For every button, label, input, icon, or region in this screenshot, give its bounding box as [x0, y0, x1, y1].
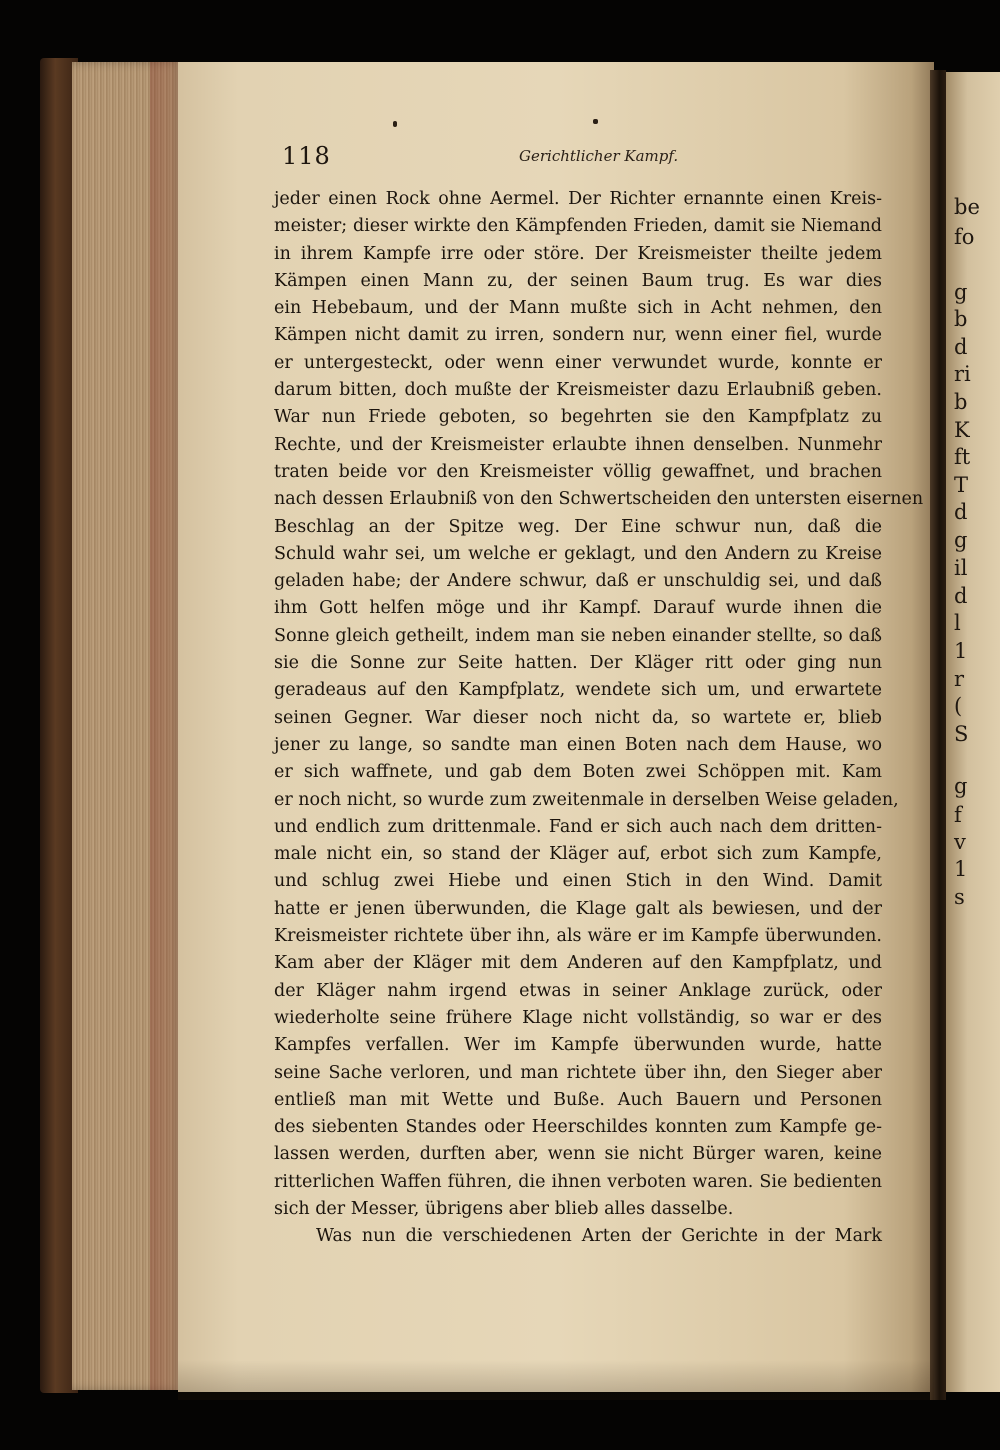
facing-page-fragment: g	[954, 774, 968, 798]
running-head: Gerichtlicher Kampf.	[519, 147, 679, 165]
facing-page-fragment: d	[954, 500, 968, 524]
facing-page-fragment: b	[954, 307, 968, 331]
text-line: er noch nicht, so wurde zum zweitenmale in derselben Weise geladen,	[274, 789, 899, 810]
text-line: wiederholte seine frühere Klage nicht vollständig, so war er des	[274, 1007, 882, 1028]
paragraph-first-line: Was nun die verschiedenen Arten der Gerichte in der Mark	[316, 1226, 882, 1247]
text-line: ihm Gott helfen möge und ihr Kampf. Darauf wurde ihnen die	[274, 598, 882, 619]
ink-speck	[593, 119, 598, 124]
text-line: entließ man mit Wette und Buße. Auch Bauern und Personen	[274, 1089, 882, 1110]
text-line: darum bitten, doch mußte der Kreismeister dazu Erlaubniß geben.	[274, 380, 882, 401]
text-line: hatte er jenen überwunden, die Klage galt als bewiesen, und der	[274, 898, 882, 919]
text-line: des siebenten Standes oder Heerschildes konnten zum Kampfe ge-	[274, 1117, 882, 1138]
facing-page-fragment: S	[954, 722, 969, 746]
text-line: meister; dieser wirkte den Kämpfenden Frieden, damit sie Niemand	[274, 216, 882, 237]
text-line: er sich waffnete, und gab dem Boten zwei Schöppen mit. Kam	[274, 762, 882, 783]
facing-page-fragment: g	[954, 280, 968, 304]
right-facing-page	[946, 72, 1000, 1392]
facing-page-fragment: 1	[954, 857, 968, 881]
text-line: male nicht ein, so stand der Kläger auf, erbot sich zum Kampfe,	[274, 844, 882, 865]
facing-page-fragment: ri	[954, 362, 971, 386]
facing-page-fragment: il	[954, 556, 968, 580]
text-line: geradeaus auf den Kampfplatz, wendete sich um, und erwartete	[274, 680, 882, 701]
text-line: und endlich zum drittenmale. Fand er sich auch nach dem dritten-	[274, 816, 882, 837]
facing-page-fragment: 1	[954, 639, 968, 663]
book-gutter	[930, 70, 946, 1400]
facing-page-fragment: l	[954, 611, 961, 635]
ink-speck	[393, 121, 397, 127]
text-line: War nun Friede geboten, so begehrten sie den Kampfplatz zu	[274, 407, 882, 428]
text-line: Sonne gleich getheilt, indem man sie neben einander stellte, so daß	[274, 625, 882, 646]
text-line: seinen Gegner. War dieser noch nicht da, so wartete er, blieb	[274, 707, 882, 728]
facing-page-fragment: K	[954, 418, 970, 442]
text-line: Kreismeister richtete über ihn, als wäre er im Kampfe überwunden.	[274, 926, 882, 947]
facing-page-fragment: f	[954, 803, 962, 827]
facing-page-fragment: T	[954, 473, 969, 497]
text-line: jeder einen Rock ohne Aermel. Der Richter ernannte einen Kreis-	[274, 189, 882, 209]
body-text	[274, 186, 924, 1251]
text-line: geladen habe; der Andere schwur, daß er unschuldig sei, und daß	[274, 571, 882, 592]
text-line: sie die Sonne zur Seite hatten. Der Kläger ritt oder ging nun	[274, 653, 882, 674]
page-shadow	[178, 1360, 934, 1400]
text-line: Rechte, und der Kreismeister erlaubte ihnen denselben. Nunmehr	[274, 434, 882, 455]
text-line: lassen werden, durften aber, wenn sie nicht Bürger waren, keine	[274, 1144, 882, 1165]
text-line: seine Sache verloren, und man richtete über ihn, den Sieger aber	[274, 1062, 882, 1083]
facing-page-fragment: b	[954, 390, 968, 414]
text-line: Kam aber der Kläger mit dem Anderen auf den Kampfplatz, und	[274, 953, 882, 974]
facing-page-fragment: r	[954, 667, 965, 691]
facing-page-fragment: g	[954, 528, 968, 552]
facing-page-fragment: (	[954, 694, 963, 718]
facing-page-fragment: fo	[954, 225, 975, 249]
text-line: Schuld wahr sei, um welche er geklagt, und den Andern zu Kreise	[274, 543, 882, 564]
text-line: traten beide vor den Kreismeister völlig gewaffnet, und brachen	[274, 461, 882, 482]
text-line: nach dessen Erlaubniß von den Schwertscheiden den untersten eisernen	[274, 489, 924, 510]
facing-page-fragment: v	[954, 830, 966, 854]
text-line: ritterlichen Waffen führen, die ihnen verboten waren. Sie bedienten	[274, 1171, 882, 1192]
facing-page-fragment: d	[954, 335, 968, 359]
text-line: Beschlag an der Spitze weg. Der Eine schwur nun, daß die	[274, 516, 882, 537]
text-line: und schlug zwei Hiebe und einen Stich in den Wind. Damit	[274, 871, 882, 892]
text-line: ein Hebebaum, und der Mann mußte sich in Acht nehmen, den	[274, 298, 882, 319]
facing-page-fragment: be	[954, 195, 980, 219]
facing-page-fragment: s	[954, 885, 965, 909]
page-number: 118	[282, 142, 331, 170]
facing-page-fragment: d	[954, 584, 968, 608]
text-line: jener zu lange, so sandte man einen Boten nach dem Hause, wo	[274, 734, 882, 755]
text-line: sich der Messer, übrigens aber blieb alles dasselbe.	[274, 1198, 734, 1219]
text-line: der Kläger nahm irgend etwas in seiner Anklage zurück, oder	[274, 980, 882, 1001]
text-line: in ihrem Kampfe irre oder störe. Der Kreismeister theilte jedem	[274, 243, 882, 264]
text-line: er untergesteckt, oder wenn einer verwundet wurde, konnte er	[274, 352, 882, 373]
text-line: Kampfes verfallen. Wer im Kampfe überwunden wurde, hatte	[274, 1035, 882, 1056]
facing-page-fragment: ft	[954, 445, 971, 469]
text-line: Kämpen einen Mann zu, der seinen Baum trug. Es war dies	[274, 270, 882, 291]
text-line: Kämpen nicht damit zu irren, sondern nur, wenn einer fiel, wurde	[274, 325, 882, 346]
